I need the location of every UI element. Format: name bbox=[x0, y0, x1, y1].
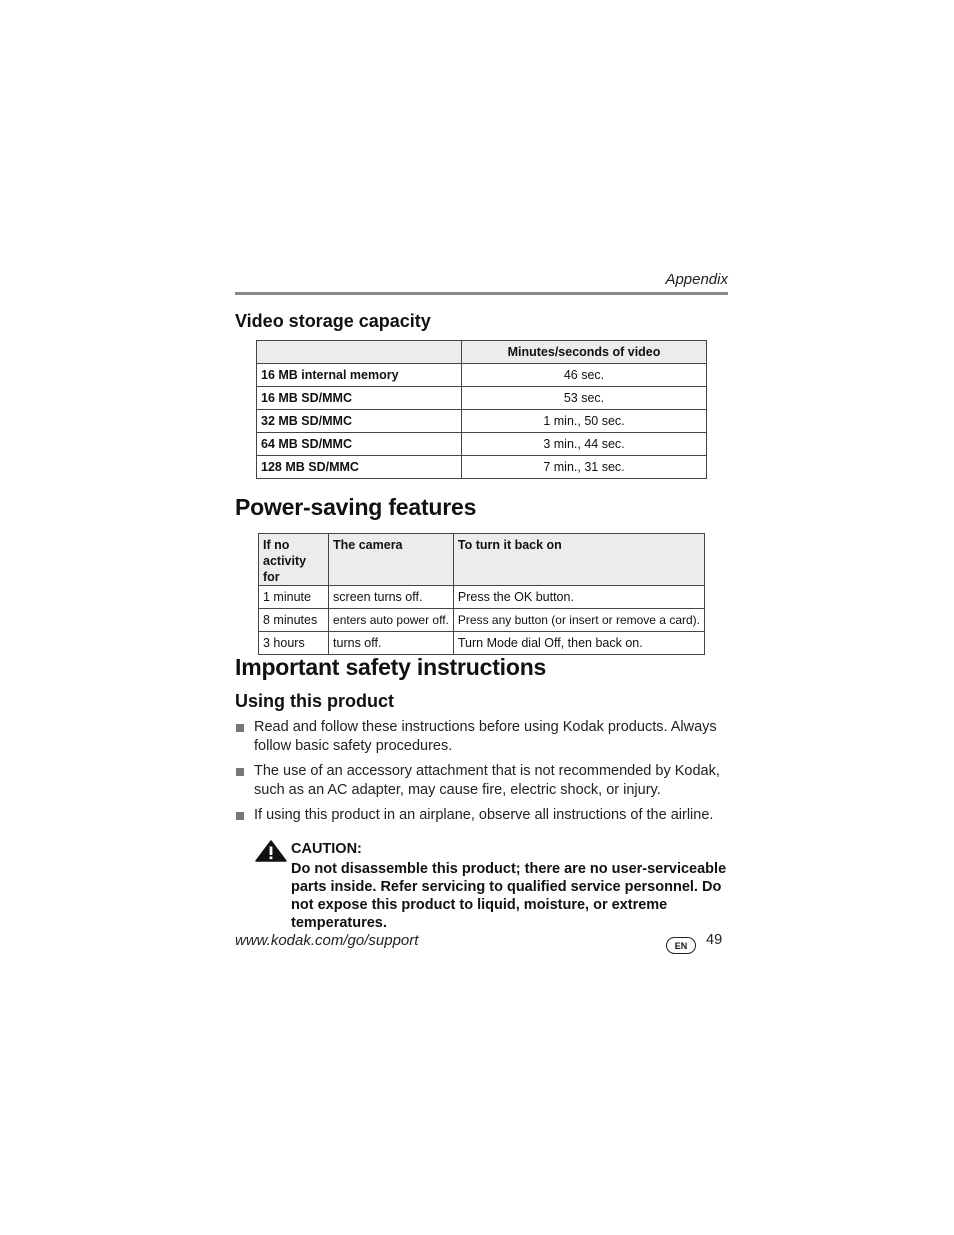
table-row bbox=[257, 456, 707, 479]
support-url: www.kodak.com/go/support bbox=[235, 932, 419, 949]
table-cell: 16 MB internal memory bbox=[257, 364, 462, 387]
power-saving-heading: Power-saving features bbox=[235, 494, 477, 520]
table-row bbox=[257, 364, 707, 387]
list-item bbox=[235, 806, 730, 825]
table-cell: 1 min., 50 sec. bbox=[462, 410, 707, 433]
table-row bbox=[257, 433, 707, 456]
section-label: Appendix bbox=[665, 271, 728, 288]
table-cell: 3 hours bbox=[259, 632, 329, 655]
table-cell: enters auto power off. bbox=[329, 609, 454, 632]
video-storage-heading: Video storage capacity bbox=[235, 311, 431, 331]
safety-heading: Important safety instructions bbox=[235, 654, 547, 680]
table-cell: 46 sec. bbox=[462, 364, 707, 387]
table-header-cell: Minutes/seconds of video bbox=[462, 341, 707, 364]
video-storage-table bbox=[256, 340, 707, 479]
page-number: 49 bbox=[706, 932, 723, 948]
bullet-square-icon bbox=[236, 724, 244, 732]
table-cell: 8 minutes bbox=[259, 609, 329, 632]
table-cell: 128 MB SD/MMC bbox=[257, 456, 462, 479]
table-header-cell: If no activity for bbox=[259, 534, 329, 586]
table-cell: Press any button (or insert or remove a card). bbox=[453, 609, 704, 632]
table-cell: screen turns off. bbox=[329, 586, 454, 609]
table-cell: 1 minute bbox=[259, 586, 329, 609]
table-cell: turns off. bbox=[329, 632, 454, 655]
caution-warning-icon bbox=[255, 840, 287, 862]
table-row bbox=[257, 387, 707, 410]
table-header-row bbox=[257, 341, 707, 364]
table-row bbox=[257, 410, 707, 433]
table-cell: 53 sec. bbox=[462, 387, 707, 410]
table-cell: Press the OK button. bbox=[453, 586, 704, 609]
list-item-text: If using this product in an airplane, observe all instructions of the airline. bbox=[254, 807, 714, 823]
header-divider bbox=[235, 292, 728, 295]
table-header-cell bbox=[257, 341, 462, 364]
bullet-square-icon bbox=[236, 768, 244, 776]
table-header-cell: To turn it back on bbox=[453, 534, 704, 586]
table-cell: Turn Mode dial Off, then back on. bbox=[453, 632, 704, 655]
power-saving-table bbox=[258, 533, 705, 655]
using-product-subheading: Using this product bbox=[235, 691, 394, 711]
caution-body: Do not disassemble this product; there are no user-serviceable parts inside. Refer servicing to qualified service personnel. Do not expose this product to liquid, moisture, or extreme temperatures. bbox=[291, 861, 727, 931]
list-item-text: Read and follow these instructions before using Kodak products. Always follow basic safety procedures. bbox=[254, 719, 717, 754]
table-cell: 3 min., 44 sec. bbox=[462, 433, 707, 456]
table-cell: 32 MB SD/MMC bbox=[257, 410, 462, 433]
table-row bbox=[259, 586, 705, 609]
table-cell: 16 MB SD/MMC bbox=[257, 387, 462, 410]
table-row bbox=[259, 609, 705, 632]
table-cell: 7 min., 31 sec. bbox=[462, 456, 707, 479]
table-header-row bbox=[259, 534, 705, 586]
table-cell: 64 MB SD/MMC bbox=[257, 433, 462, 456]
caution-title: CAUTION: bbox=[291, 841, 362, 857]
list-item bbox=[235, 718, 730, 756]
bullet-square-icon bbox=[236, 812, 244, 820]
safety-bullet-list bbox=[235, 718, 730, 831]
language-badge: EN bbox=[666, 937, 696, 954]
list-item-text: The use of an accessory attachment that is not recommended by Kodak, such as an AC adapter, may cause fire, electric shock, or injury. bbox=[254, 763, 720, 798]
table-row bbox=[259, 632, 705, 655]
list-item bbox=[235, 762, 730, 800]
table-header-cell: The camera bbox=[329, 534, 454, 586]
